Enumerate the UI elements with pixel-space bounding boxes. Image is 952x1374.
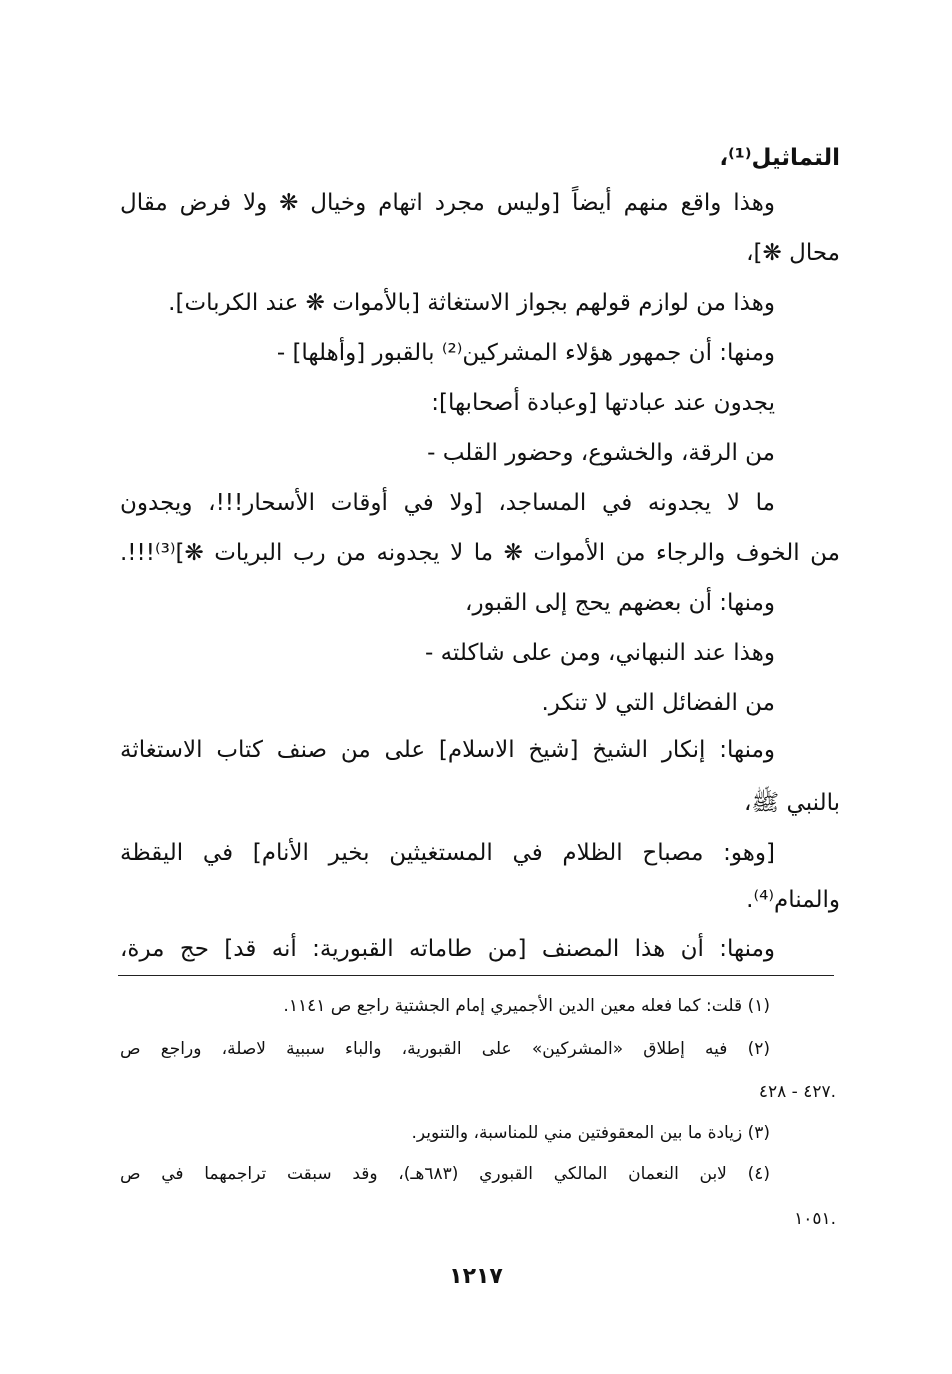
footnote: (١) قلت: كما فعله معين الدين الأجميري إمام الجشتية راجع ص ١١٤١.: [283, 996, 770, 1016]
body-line: محال ❋]،: [746, 240, 840, 266]
footnote-continuation: ١٠٥١.: [794, 1209, 836, 1229]
body-line: من الرقة، والخشوع، وحضور القلب -: [427, 440, 775, 466]
body-line: التماثيل⁽¹⁾،: [719, 145, 840, 171]
body-line: والمنام⁽⁴⁾.: [746, 887, 840, 913]
footnote: (٣) زيادة ما بين المعقوفتين مني للمناسبة، والتنوير.: [411, 1123, 770, 1143]
body-line: وهذا واقع منهم أيضاً [وليس مجرد اتهام وخيال ❋ ولا فرض مقال: [120, 190, 775, 216]
footnote: (٢) فيه إطلاق «المشركين» على القبورية، والباء سببية لاصلة، وراجع ص: [120, 1039, 770, 1059]
body-line: وهذا من لوازم قولهم بجواز الاستغاثة [بالأموات ❋ عند الكربات].: [168, 290, 775, 316]
body-line: من الخوف والرجاء من الأموات ❋ ما لا يجدونه من رب البريات ❋]⁽³⁾!!!.: [120, 540, 840, 566]
body-line: ومنها: أن بعضهم يحج إلى القبور،: [465, 590, 775, 616]
body-line: يجدون عند عبادتها [وعبادة أصحابها]:: [431, 390, 775, 416]
body-line: بالنبي ﷺ،: [744, 790, 840, 816]
footnote: (٤) لابن النعمان المالكي القبوري (٦٨٣هـ)، وقد سبقت تراجمهما في ص: [120, 1164, 770, 1184]
body-line: وهذا عند النبهاني، ومن على شاكلته -: [424, 640, 775, 666]
footnote-separator: [118, 975, 834, 976]
body-line: ما لا يجدونه في المساجد، [ولا في أوقات الأسحار!!!، ويجدون: [120, 490, 775, 516]
footnote-continuation: ٤٢٧ - ٤٢٨.: [758, 1082, 836, 1102]
body-line: ومنها: أن جمهور هؤلاء المشركين⁽²⁾ بالقبور [وأهلها] -: [276, 340, 775, 366]
page-number: ١٢١٧: [449, 1264, 503, 1289]
body-line: من الفضائل التي لا تنكر.: [541, 690, 775, 716]
body-line: ومنها: إنكار الشيخ [شيخ الاسلام] على من صنف كتاب الاستغاثة: [120, 737, 775, 763]
body-line: [وهو: مصباح الظلام في المستغيثين بخير الأنام] في اليقظة: [120, 840, 775, 866]
body-line: ومنها: أن هذا المصنف [من طاماته القبورية: أنه قد] حج مرة،: [120, 936, 775, 962]
